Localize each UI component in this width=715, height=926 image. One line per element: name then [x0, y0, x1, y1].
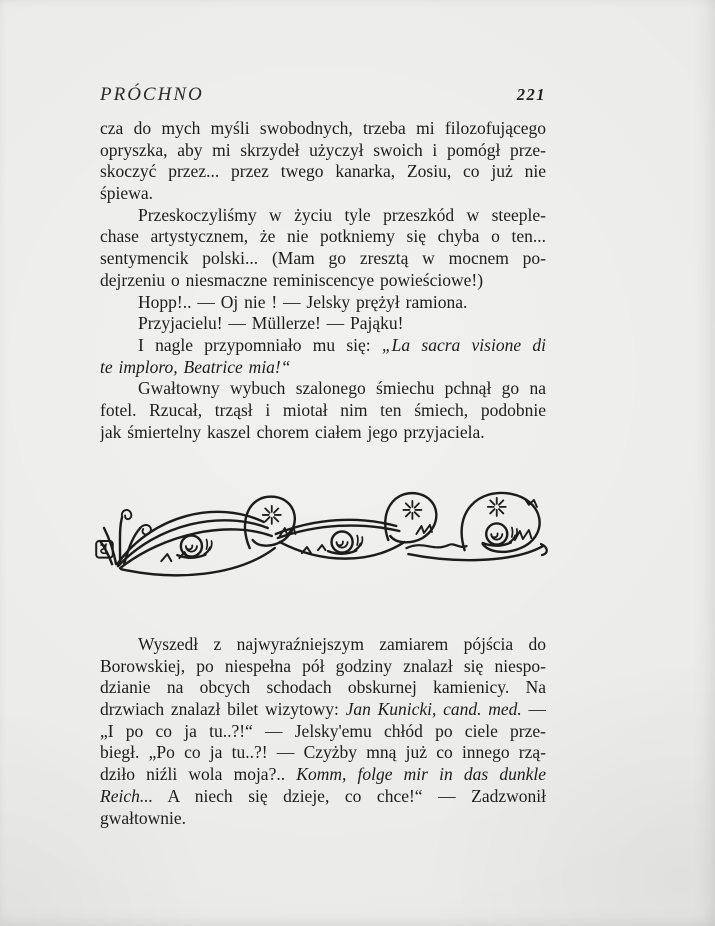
text-line: [100, 786, 546, 808]
page-header: [100, 84, 546, 106]
text-line: [100, 270, 546, 292]
italic-text-segment: te imploro, Beatrice mia!“: [100, 356, 291, 377]
fern-curl-rosette: [263, 506, 281, 524]
text-line: [100, 313, 546, 335]
text-segment: gwałtownie.: [100, 807, 187, 828]
text-segment: A niech się dzieje, co chce!“ — Zadzwonił: [152, 785, 546, 806]
text-line: [100, 183, 546, 205]
text-line: [100, 378, 546, 400]
body-text-lower: [100, 634, 546, 829]
body-text-upper: [100, 118, 546, 443]
text-segment: jak śmiertelny kaszel chorem ciałem jego przyjaciela.: [100, 421, 485, 442]
text-line: [100, 400, 546, 422]
text-line: [100, 226, 546, 248]
text-segment: opryszka, aby mi skrzydeł użyczył swoich i pomógł prze-: [100, 139, 546, 160]
text-segment: dejrzeniu o niesmaczne reminiscencye powieściowe!): [100, 269, 484, 290]
text-line: [100, 721, 546, 743]
italic-text-segment: „La sacra visione di: [381, 334, 546, 355]
text-line: [100, 742, 546, 764]
text-segment: „I po co ja tu..?!“ — Jelsky'emu chłód po ciele prze-: [100, 720, 546, 741]
text-segment: I nagle przypomniało mu się:: [138, 334, 382, 355]
text-segment: Hopp!.. — Oj nie ! — Jelsky prężył ramiona.: [138, 291, 468, 312]
text-line: [100, 248, 546, 270]
text-line: [100, 161, 546, 183]
text-segment: Gwałtowny wybuch szalonego śmiechu pchnął go na: [138, 378, 546, 399]
page-number: 221: [516, 85, 546, 104]
text-line: [100, 656, 546, 678]
text-segment: dzianie na obcych schodach obskurnej kamienicy. Na: [100, 677, 546, 698]
text-line: [100, 764, 546, 786]
ornament-illustration: [95, 483, 553, 577]
fern-wave-middle: [276, 493, 437, 558]
text-segment: skoczyć przez... przez twego kanarka, Zosiu, co już nie: [100, 161, 546, 182]
text-segment: cza do mych myśli swobodnych, trzeba mi filozofującego: [100, 118, 546, 138]
text-line: [100, 292, 546, 314]
text-line: [100, 205, 546, 227]
text-line: [100, 677, 546, 699]
running-title: PRÓCHNO: [100, 84, 204, 105]
italic-text-segment: Jan Kunicki, cand. med.: [345, 699, 522, 720]
text-segment: —: [521, 699, 546, 720]
text-segment: Borowskiej, po niespełna pół godziny znalazł się niespo-: [100, 655, 546, 676]
text-line: [100, 118, 546, 140]
italic-text-segment: Reich...: [100, 785, 153, 806]
fern-wave-left: [117, 497, 295, 576]
text-line: [100, 357, 546, 379]
text-segment: biegł. „Po co ja tu..?! — Czyżby mną już co innego rzą-: [100, 742, 546, 763]
fern-wave-right: [406, 493, 546, 560]
text-segment: Przeskoczyliśmy w życiu tyle przeszkód w steeple-: [138, 204, 546, 225]
text-line: [100, 808, 546, 830]
fern-curl-rosette: [403, 501, 421, 519]
text-segment: sentymencik polski... (Mam go zresztą w mocnem po-: [100, 248, 546, 269]
text-segment: Przyjacielu! — Müllerze! — Pająku!: [138, 313, 404, 334]
snail-figure: [328, 532, 362, 554]
italic-text-segment: Komm, folge mir in das dunkle: [296, 764, 546, 785]
text-line: [100, 335, 546, 357]
text-line: [100, 699, 546, 721]
text-segment: Wyszedł z najwyraźniejszym zamiarem pójścia do: [138, 634, 546, 654]
text-segment: dziło niźli wola moja?..: [100, 764, 297, 785]
text-segment: chase artystycznem, że nie potkniemy się chyba o ten...: [100, 226, 546, 247]
fern-snails-vignette: [95, 483, 553, 577]
text-segment: fotel. Rzucał, trząsł i miotał nim ten śmiech, podobnie: [100, 399, 546, 420]
text-line: [100, 140, 546, 162]
text-segment: drzwiach znalazł bilet wizytowy:: [100, 699, 346, 720]
snail-figure: [483, 523, 517, 545]
text-line: [100, 634, 546, 656]
fern-curl-rosette: [488, 498, 506, 516]
text-line: [100, 422, 546, 444]
text-segment: śpiewa.: [100, 183, 153, 204]
